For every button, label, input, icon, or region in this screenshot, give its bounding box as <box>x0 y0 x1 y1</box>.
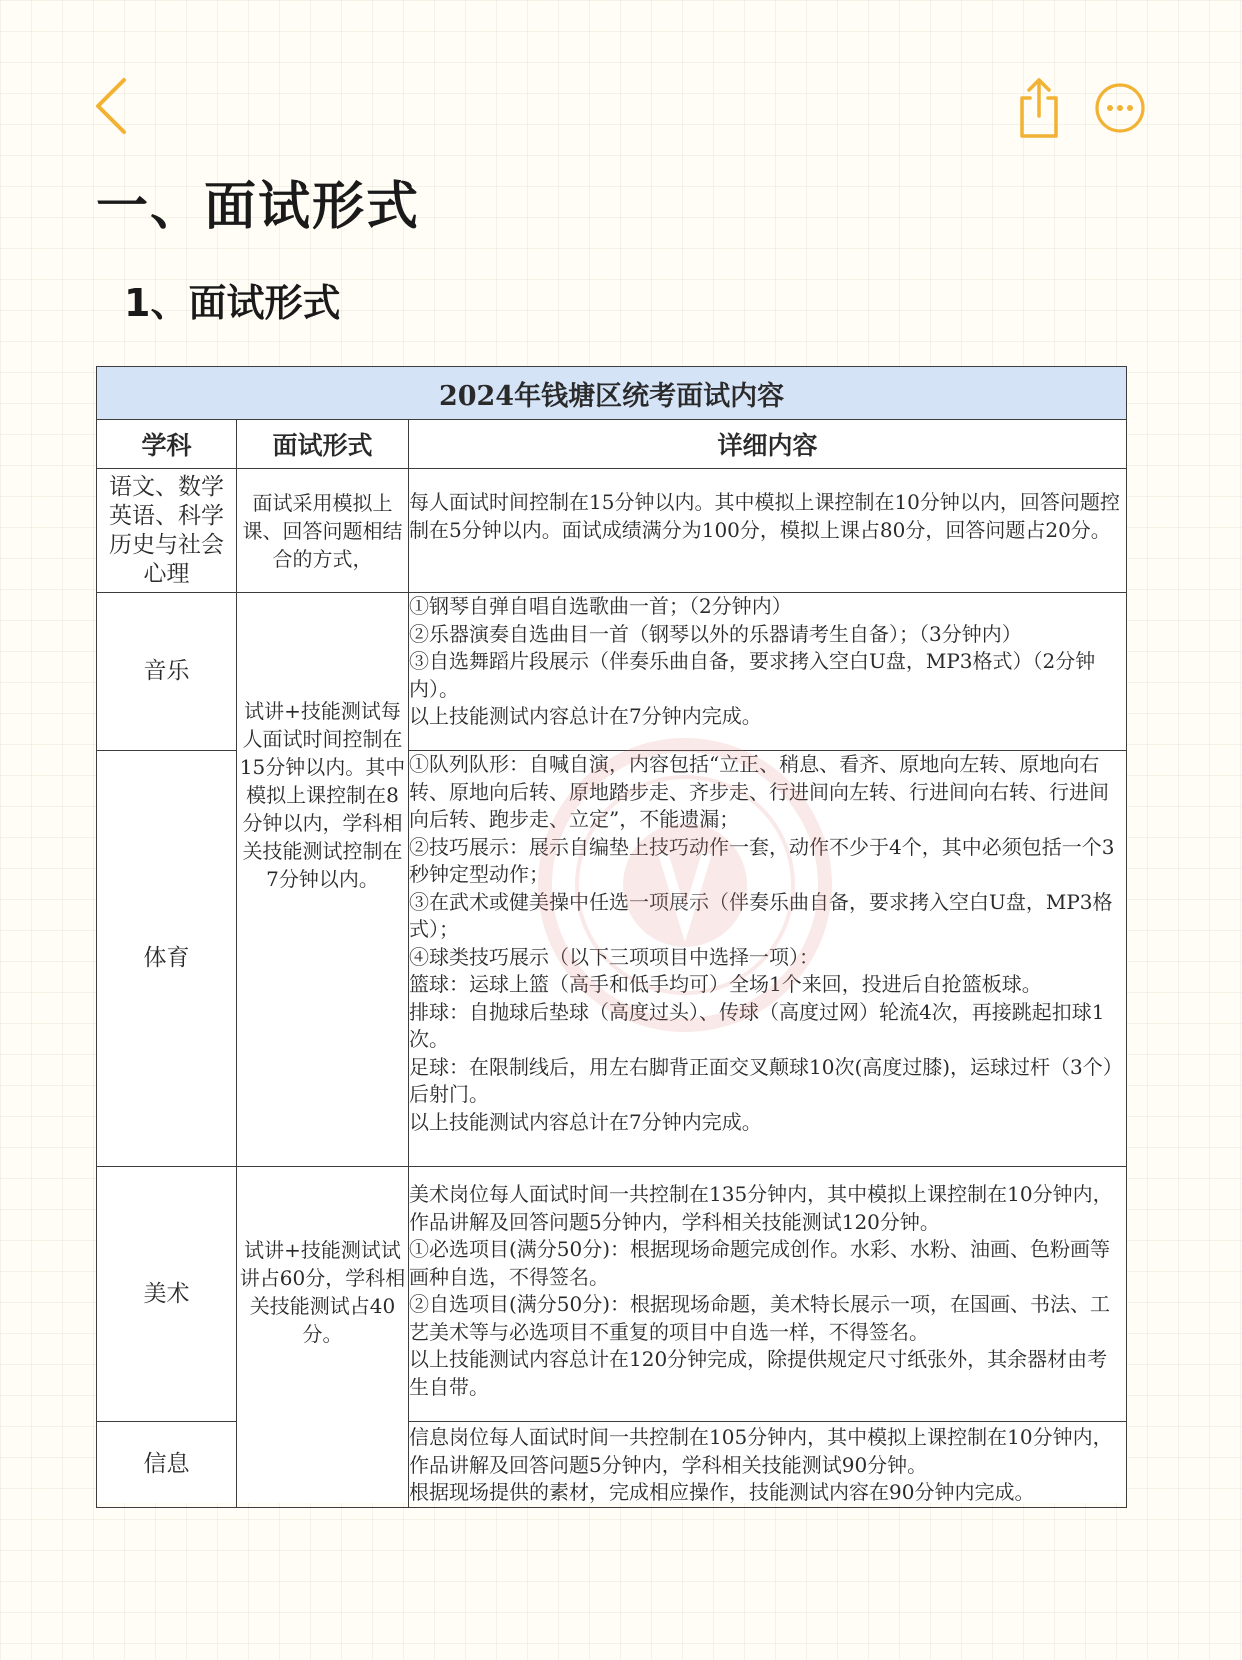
subject-cell: 体育 <box>97 751 237 1167</box>
details-cell <box>409 469 1127 593</box>
page-heading: 一、面试形式 <box>96 177 421 237</box>
detail-line: 每人面试时间控制在15分钟以内。其中模拟上课控制在10分钟以内，回答问题控制在5分钟以内。面试成绩满分为100分，模拟上课占80分，回答问题占20分。 <box>409 490 1120 542</box>
detail-line: 信息岗位每人面试时间一共控制在105分钟内，其中模拟上课控制在10分钟内，作品讲解及回答问题5分钟内，学科相关技能测试90分钟。 <box>409 1425 1113 1477</box>
header-subject: 学科 <box>97 420 237 469</box>
detail-line: ①队列队形：自喊自演，内容包括“立正、稍息、看齐、原地向左转、原地向右转、原地向后转、原地踏步走、齐步走、行进间向左转、行进间向右转、行进间向后转、跑步走、立定”，不能遗漏； <box>409 752 1109 831</box>
form-cell: 试讲+技能测试试讲占60分，学科相关技能测试占40分。 <box>237 1167 409 1508</box>
detail-line: ①必选项目(满分50分)：根据现场命题完成创作。水彩、水粉、油画、色粉画等画种自选，不得签名。 <box>409 1237 1111 1289</box>
detail-line: 篮球：运球上篮（高手和低手均可）全场1个来回，投进后自抢篮板球。 <box>409 972 1042 996</box>
details-cell <box>409 593 1127 751</box>
details-cell <box>409 1422 1127 1508</box>
detail-line: ②乐器演奏自选曲目一首（钢琴以外的乐器请考生自备）；（3分钟内） <box>409 621 1022 646</box>
detail-line: 以上技能测试内容总计在7分钟内完成。 <box>409 704 762 728</box>
subject-cell: 信息 <box>97 1422 237 1508</box>
detail-line: 排球：自抛球后垫球（高度过头）、传球（高度过网）轮流4次，再接跳起扣球1次。 <box>409 999 1105 1051</box>
header-form: 面试形式 <box>237 420 409 469</box>
table-row <box>97 593 1127 751</box>
detail-line: 足球：在限制线后，用左右脚背正面交叉颠球10次(高度过膝)，运球过杆（3个）后射门。 <box>409 1054 1123 1106</box>
table-row <box>97 1167 1127 1422</box>
detail-line: ④球类技巧展示（以下三项项目中选择一项）： <box>409 944 819 969</box>
more-icon[interactable] <box>1094 82 1146 134</box>
detail-line: 以上技能测试内容总计在120分钟完成，除提供规定尺寸纸张外，其余器材由考生自带。 <box>409 1347 1108 1399</box>
detail-line: ③自选舞蹈片段展示（伴奏乐曲自备，要求拷入空白U盘，MP3格式）（2分钟内）。 <box>409 649 1096 701</box>
share-icon[interactable] <box>1014 76 1064 140</box>
detail-line: ②自选项目(满分50分)：根据现场命题，美术特长展示一项，在国画、书法、工艺美术等与必选项目不重复的项目中自选一样，不得签名。 <box>409 1292 1111 1344</box>
form-cell-shared: 试讲+技能测试每人面试时间控制在15分钟以内。其中模拟上课控制在8分钟以内，学科相关技能测试控制在7分钟以内。 <box>237 593 409 1167</box>
details-cell <box>409 751 1127 1167</box>
table-title: 2024年钱塘区统考面试内容 <box>97 367 1127 420</box>
interview-content-table-image <box>96 366 1126 1503</box>
section-subheading: 1、面试形式 <box>124 281 341 325</box>
detail-line: 根据现场提供的素材，完成相应操作，技能测试内容在90分钟内完成。 <box>409 1480 1035 1504</box>
header-details: 详细内容 <box>409 420 1127 469</box>
details-cell <box>409 1167 1127 1422</box>
subject-cell: 音乐 <box>97 593 237 751</box>
detail-line: ③在武术或健美操中任选一项展示（伴奏乐曲自备，要求拷入空白U盘，MP3格式）； <box>409 889 1113 941</box>
table-row <box>97 469 1127 593</box>
detail-line: ②技巧展示：展示自编垫上技巧动作一套，动作不少于4个，其中必须包括一个3秒钟定型动作； <box>409 834 1115 886</box>
subject-cell: 语文、数学英语、科学历史与社会心理 <box>97 469 237 593</box>
back-chevron-icon[interactable] <box>92 76 132 136</box>
interview-table <box>96 366 1127 1508</box>
form-cell: 面试采用模拟上课、回答问题相结合的方式， <box>237 469 409 593</box>
detail-line: ①钢琴自弹自唱自选歌曲一首；（2分钟内） <box>409 594 792 618</box>
subject-cell: 美术 <box>97 1167 237 1422</box>
detail-line: 以上技能测试内容总计在7分钟内完成。 <box>409 1109 762 1134</box>
detail-line: 美术岗位每人面试时间一共控制在135分钟内，其中模拟上课控制在10分钟内，作品讲解及回答问题5分钟内，学科相关技能测试120分钟。 <box>409 1182 1113 1234</box>
